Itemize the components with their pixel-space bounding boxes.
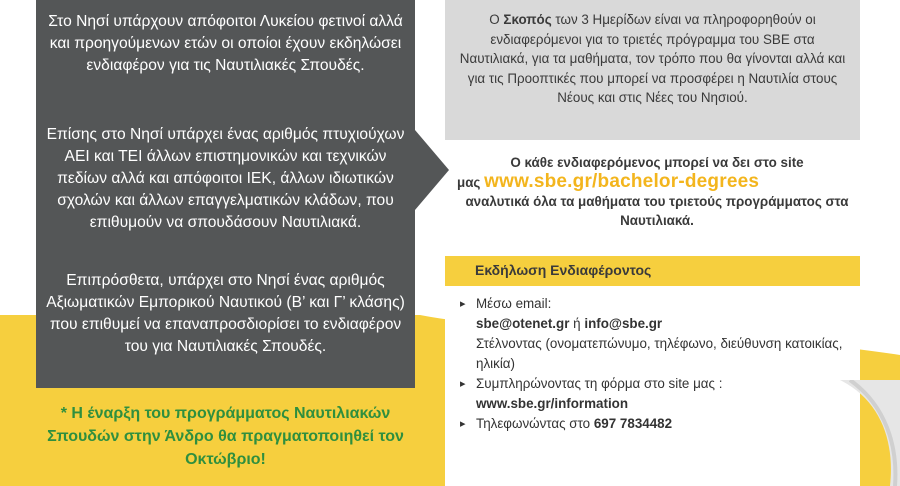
panel-pointer-arrow [415,130,449,210]
email-instructions: Στέλνοντας (ονοματεπώνυμο, τηλέφωνο, διεύθυνση κατοικίας, ηλικία) [476,336,843,371]
purpose-panel [445,0,860,140]
site-info-block [457,153,857,230]
form-label: Συμπληρώνοντας τη φόρμα στο site μας : [476,376,723,391]
right-triangle-bullet-icon: ▸ [460,298,466,310]
site-prefix: μας [457,175,481,190]
or-separator: ή [573,316,581,331]
left-paragraph-1: Στο Νησί υπάρχουν απόφοιτοι Λυκείου φετινοί αλλά και προηγούμενων ετών οι οποίοι έχουν εκδηλώσει ενδιαφέρον για τις Ναυτιλιακές Σπουδές. [48,13,403,74]
information-form-link[interactable]: www.sbe.gr/information [476,396,629,411]
interest-header-title: Εκδήλωση Ενδιαφέροντος [475,262,652,278]
bachelor-degrees-link[interactable]: www.sbe.gr/bachelor-degrees [484,171,760,192]
email-label: Μέσω email: [476,296,552,311]
left-info-panel [36,0,415,388]
right-triangle-bullet-icon: ▸ [460,378,466,390]
decorative-grey-arc [840,380,900,486]
site-info-line: Ο κάθε ενδιαφερόμενος μπορεί να δει στο site [510,155,804,170]
phone-number[interactable]: 697 7834482 [593,416,673,431]
email-link-otenet[interactable]: sbe@otenet.gr [476,316,570,331]
contact-methods-list [458,294,858,434]
list-item-email [458,294,858,374]
phone-label: Τηλεφωνώντας στο [476,416,591,431]
list-item-form [458,374,858,414]
right-triangle-bullet-icon: ▸ [460,418,466,430]
left-paragraph-3: Επιπρόσθετα, υπάρχει στο Νησί ένας αριθμός Αξιωματικών Εμπορικού Ναυτικού (Β’ και Γ’ κλάσης) που επιθυμεί να επαναπροσδιορίσει το ενδιαφέρον του για Ναυτιλιακές Σπουδές. [46,272,405,355]
purpose-text: Ο Σκοπός των 3 Ημερίδων είναι να πληροφορηθούν οι ενδιαφερόμενοι για το τριετές πρόγραμμα του SBE στα Ναυτιλιακά, για τα μαθήματα, τον τρόπο που θα γίνονται αλλά και για τις Προοπτικές που μπορεί να προσφέρει η Ναυτιλία στους Νέους και στις Νέες του Νησιού. [459,12,846,105]
interest-header-bar [445,256,860,286]
site-info-details: αναλυτικά όλα τα μαθήματα του τριετούς προγράμματος στα Ναυτιλιακά. [465,194,849,228]
email-link-info[interactable]: info@sbe.gr [584,316,663,331]
purpose-keyword: Σκοπός [503,12,552,27]
start-date-footnote: * Η έναρξη του προγράμματος Ναυτιλιακών Σπουδών στην Άνδρο θα πραγματοποιηθεί τον Οκτώβριο! [47,405,404,468]
list-item-phone [458,414,858,434]
left-paragraph-2: Επίσης στο Νησί υπάρχει ένας αριθμός πτυχιούχων ΑΕΙ και ΤΕΙ άλλων επιστημονικών και τεχνικών πεδίων αλλά και απόφοιτοι ΙΕΚ, άλλων ιδιωτικών σχολών και άλλων επαγγελματικών κλάδων, που επιθυμούν να σπουδάσουν Ναυτιλιακά. [46,126,405,231]
